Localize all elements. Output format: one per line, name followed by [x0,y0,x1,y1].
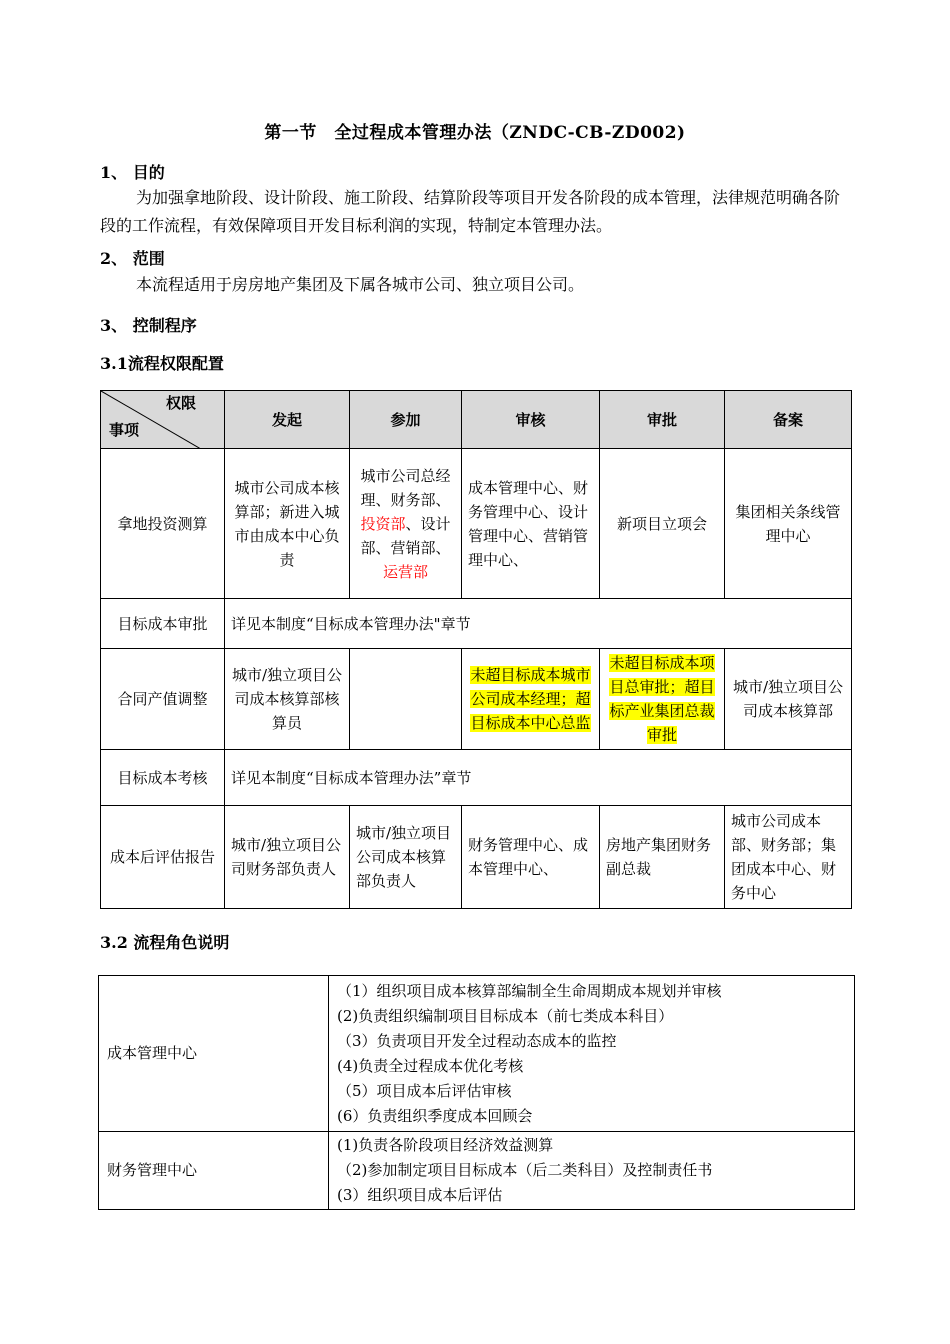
row-initiate: 城市/独立项目公司财务部负责人 [225,806,350,909]
table-row [101,449,852,599]
row-item: 目标成本考核 [101,750,225,806]
row-join [350,449,462,599]
section-3-1-heading: 3.1流程权限配置 [100,354,224,373]
header-approve: 审批 [600,391,725,449]
row-item: 拿地投资测算 [101,449,225,599]
table-row [101,750,852,806]
role-name: 成本管理中心 [99,976,329,1132]
table-row [99,1132,855,1210]
row-file: 集团相关条线管理中心 [725,449,852,599]
duty-item: （2)参加制定项目目标成本（后二类科目）及控制责任书 [337,1161,713,1179]
role-duties [329,1132,855,1210]
header-file: 备案 [725,391,852,449]
duty-item: (6）负责组织季度成本回顾会 [337,1106,533,1125]
table-row [101,649,852,750]
duty-item: （5）项目成本后评估审核 [337,1081,512,1100]
duty-item: (2)负责组织编制项目目标成本（前七类成本科目） [337,1006,674,1025]
row-initiate: 城市/独立项目公司成本核算部核算员 [225,649,350,750]
row-approve: 新项目立项会 [600,449,725,599]
row-item: 成本后评估报告 [101,806,225,909]
row-join [350,649,462,750]
role-duties [329,976,855,1132]
document-title: 第一节 全过程成本管理办法（ZNDC-CB-ZD002) [264,123,686,143]
join-text-highlight-ops: 运营部 [382,562,428,581]
duty-item: (4)负责全过程成本优化考核 [337,1056,524,1075]
section-2-heading: 2、 范围 [100,249,165,268]
role-table [98,975,855,1210]
header-permission-label: 权限 [165,394,196,412]
join-text-a: 城市公司总经理、财务部、 [360,466,451,509]
permission-table-header [101,391,852,449]
header-initiate: 发起 [225,391,350,449]
duty-item: （1）组织项目成本核算部编制全生命周期成本规划并审核 [337,981,722,1000]
table-row [101,806,852,909]
join-text-c: 、设计部、营销部、 [360,514,451,557]
row-join: 城市/独立项目公司成本核算部负责人 [350,806,462,909]
row-item: 目标成本审批 [101,599,225,649]
section-3-2-heading: 3.2 流程角色说明 [100,933,230,952]
diagonal-header-cell [101,391,225,449]
header-review: 审核 [462,391,600,449]
row-initiate: 城市公司成本核算部；新进入城市由成本中心负责 [225,449,350,599]
highlighted-text: 未超目标成本城市公司成本经理；超目标成本中心总监 [470,666,591,732]
row-approve [600,649,725,750]
role-name: 财务管理中心 [99,1132,329,1210]
row-detail: 详见本制度“目标成本管理办法”章节 [225,750,852,806]
section-3-heading: 3、 控制程序 [100,316,197,335]
duty-item: (1)负责各阶段项目经济效益测算 [337,1136,554,1154]
row-item: 合同产值调整 [101,649,225,750]
row-review [462,649,600,750]
permission-table [100,390,852,909]
header-join: 参加 [350,391,462,449]
table-row [101,599,852,649]
row-review: 财务管理中心、成本管理中心、 [462,806,600,909]
join-text-highlight-invest: 投资部 [360,514,406,533]
duty-item: (3）组织项目成本后评估 [337,1186,503,1204]
section-2-text: 本流程适用于房房地产集团及下属各城市公司、独立项目公司。 [136,275,585,294]
header-item-label: 事项 [109,421,140,439]
row-detail: 详见本制度“目标成本管理办法"章节 [225,599,852,649]
section-1-heading: 1、 目的 [100,163,165,182]
row-approve: 房地产集团财务副总裁 [600,806,725,909]
row-review: 成本管理中心、财务管理中心、设计管理中心、营销管理中心、 [462,449,600,599]
row-file: 城市/独立项目公司成本核算部 [725,649,852,750]
row-file: 城市公司成本部、财务部；集团成本中心、财务中心 [725,806,852,909]
duty-item: （3）负责项目开发全过程动态成本的监控 [337,1031,617,1050]
section-1-text: 为加强拿地阶段、设计阶段、施工阶段、结算阶段等项目开发各阶段的成本管理，法律规范明确各阶段的工作流程，有效保障项目开发目标利润的实现，特制定本管理办法。 [100,188,841,235]
table-row [99,976,855,1132]
highlighted-text: 未超目标成本项目总审批；超目标产业集团总裁审批 [609,654,715,744]
